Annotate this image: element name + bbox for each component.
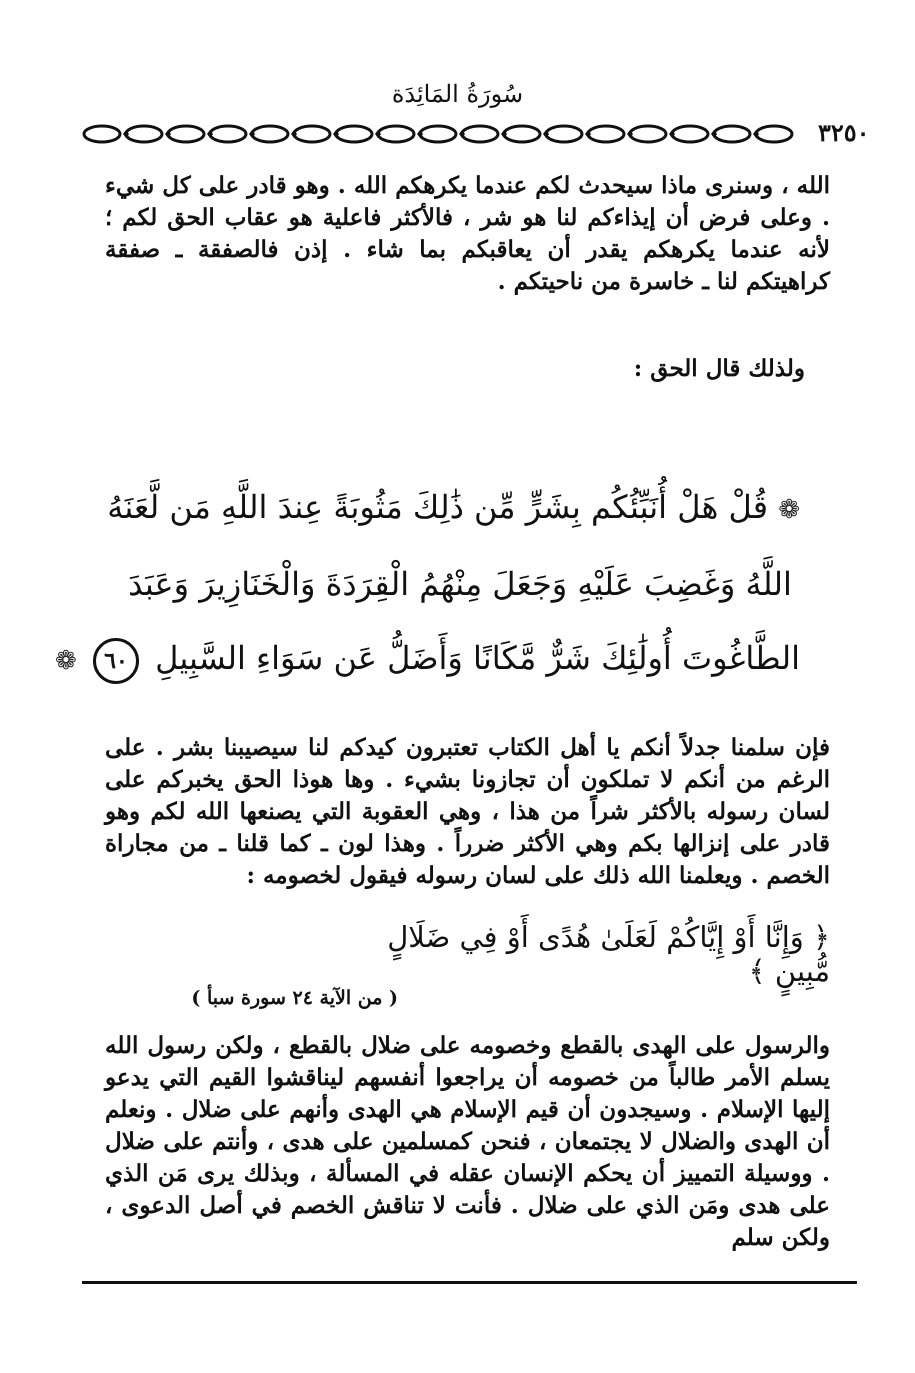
verse-line-2: اللَّهُ وَغَضِبَ عَلَيْهِ وَجَعَلَ مِنْهُمُ الْقِرَدَةَ وَالْخَنَازِيرَ وَعَبَدَ <box>128 565 792 603</box>
chain-ornament-icon <box>82 121 858 147</box>
bottom-divider <box>82 1281 857 1284</box>
surah-title: سُورَةُ المَائِدَة <box>391 80 524 108</box>
paragraph-1: الله ، وسنرى ماذا سيحدث لكم عندما يكرهكم الله . وهو قادر على كل شيء . وعلى فرض أن إيذاءكم لنا هو شر ، فالأكثر فاعلية هو عقاب الحق لكم ؛ لأنه عندما يكرهكم يقدر أن يعاقبكم بما شاء . إذن فالصفقة ـ صفقة كراهيتكم لنا ـ خاسرة من ناحيتكم . <box>105 172 830 295</box>
verse-line-3 <box>55 621 800 698</box>
verse-citation: ( من الآية ٢٤ سورة سبأ ) <box>191 987 398 1009</box>
verse-open-ornament-icon: ❁ <box>778 495 800 525</box>
ayah-number-marker: ٦٠ <box>93 638 139 684</box>
page-number: ٣٢٥٠ <box>814 118 874 147</box>
header-ornament-band <box>82 118 870 147</box>
verse-line-1 <box>107 470 800 547</box>
paragraph-2: فإن سلمنا جدلاً أنكم يا أهل الكتاب تعتبرون كيدكم لنا سيصيبنا بشر . على الرغم من أنكم لا تملكون أن تجازونا بشيء . وها هوذا الحق يخبركم على لسان رسوله بالأكثر شراً من هذا ، وهي العقوبة التي يصنعها الله لكم وهو قادر على إنزالها بكم وهي الأكثر ضرراً . وهذا لون ـ كما قلنا ـ من مجاراة الخصم . ويعلمنا الله ذلك على لسان رسوله فيقول لخصومه : <box>105 734 830 889</box>
verse-line-3-text: الطَّاغُوتَ أُولَٰئِكَ شَرٌّ مَّكَانًا وَأَضَلُّ عَن سَوَاءِ السَّبِيلِ <box>155 639 800 677</box>
verse-close-ornament-icon: ❁ <box>55 646 77 676</box>
quran-verse <box>55 470 800 698</box>
paragraph-3: والرسول على الهدى بالقطع وخصومه على ضلال بالقطع ، ولكن رسول الله يسلم الأمر طالباً من خصومه أن يراجعوا أنفسهم ليناقشوا القيم التي يدعو إليها الإسلام . وسيجدون أن قيم الإسلام هي الهدى وأنهم على ضلال . ونعلم أن الهدى والضلال لا يجتمعان ، فنحن كمسلمين على هدى ، وأنتم على ضلال . ووسيلة التمييز أن يحكم الإنسان عقله في المسألة ، وبذلك يرى مَن الذي على هدى ومَن الذي على ضلال . فأنت لا تناقش الخصم في أصل الدعوى ، ولكن سلم <box>105 1032 830 1251</box>
quoted-verse-text: وَإِنَّا أَوْ إِيَّاكُمْ لَعَلَىٰ هُدًى أَوْ فِي ضَلَالٍ مُّبِينٍ <box>387 920 830 988</box>
quote-close-bracket-icon: ﴾ <box>748 954 766 988</box>
quoted-verse <box>360 920 830 988</box>
quote-open-bracket-icon: ﴿ <box>813 920 830 954</box>
verse-intro: ولذلك قال الحق : <box>633 355 805 382</box>
verse-line-1-text: قُلْ هَلْ أُنَبِّئُكُم بِشَرٍّ مِّن ذَٰلِكَ مَثُوبَةً عِندَ اللَّهِ مَن لَّعَنَهُ <box>107 488 769 526</box>
